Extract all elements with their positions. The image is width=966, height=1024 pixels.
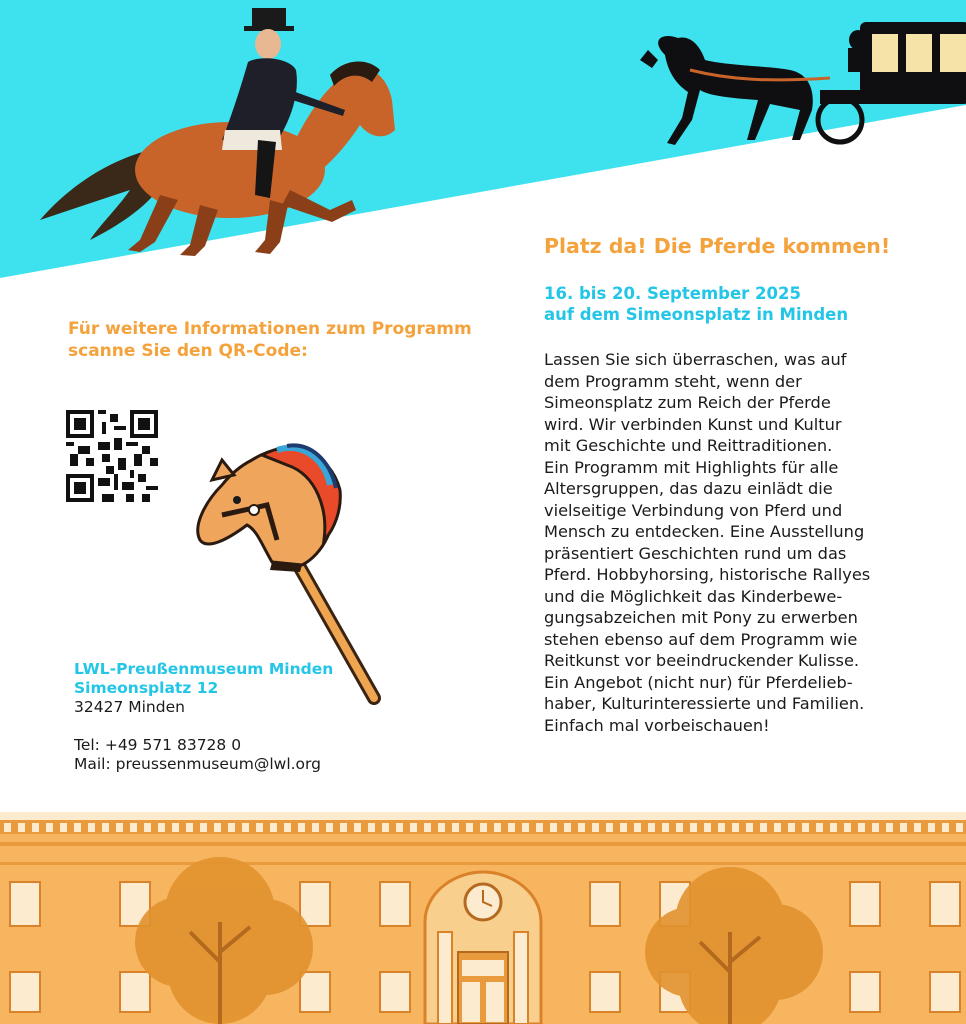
org-name: LWL-Preußenmuseum Minden [74,660,334,678]
description-line: präsentiert Geschichten rund um das [544,543,847,563]
qr-code[interactable] [66,410,158,506]
street: Simeonsplatz 12 [74,679,219,697]
description-line: Ein Programm mit Highlights für alle [544,457,839,477]
museum-building-illustration [0,812,966,1024]
museum-address [74,660,394,774]
qr-info-line: scanne Sie den QR-Code: [68,341,308,361]
description-line: Mensch zu entdecken. Eine Ausstellung [544,522,865,541]
description-line: mit Geschichte und Reittraditionen. [544,436,833,455]
description-line: haber, Kulturinteressierte und Familien. [544,694,865,713]
description-line: Einfach mal vorbeischauen! [544,715,770,735]
event-date-line: auf dem Simeonsplatz in Minden [544,305,849,324]
event-dates [544,283,944,325]
description-line: dem Programm steht, wenn der [544,371,802,391]
phone-number[interactable]: Tel: +49 571 83728 0 [74,736,242,754]
description-line: Altersgruppen, das dazu einlädt die [544,479,833,498]
qr-info-line: Für weitere Informationen zum Programm [68,319,472,339]
qr-info-heading [68,318,488,362]
description-line: Lassen Sie sich überraschen, was auf [544,350,847,369]
description-line: wird. Wir verbinden Kunst und Kultur [544,414,842,434]
description-line: stehen ebenso auf dem Programm wie [544,629,858,649]
description-line: Pferd. Hobbyhorsing, historische Rallyes [544,565,871,584]
event-date-line: 16. bis 20. September 2025 [544,284,801,303]
description-line: gungsabzeichen mit Pony zu erwerben [544,608,858,627]
description-line: Reitkunst vor beeindruckender Kulisse. [544,651,860,670]
description-line: und die Möglichkeit das Kinderbewe- [544,586,843,606]
description-line: Simeonsplatz zum Reich der Pferde [544,393,831,412]
email-address[interactable]: Mail: preussenmuseum@lwl.org [74,755,321,773]
event-title: Platz da! Die Pferde kommen! [544,234,891,258]
description-line: vielseitige Verbindung von Pferd und [544,500,843,520]
city: 32427 Minden [74,698,185,716]
description-line: Ein Angebot (nicht nur) für Pferdelieb- [544,672,853,692]
event-description [544,349,944,736]
